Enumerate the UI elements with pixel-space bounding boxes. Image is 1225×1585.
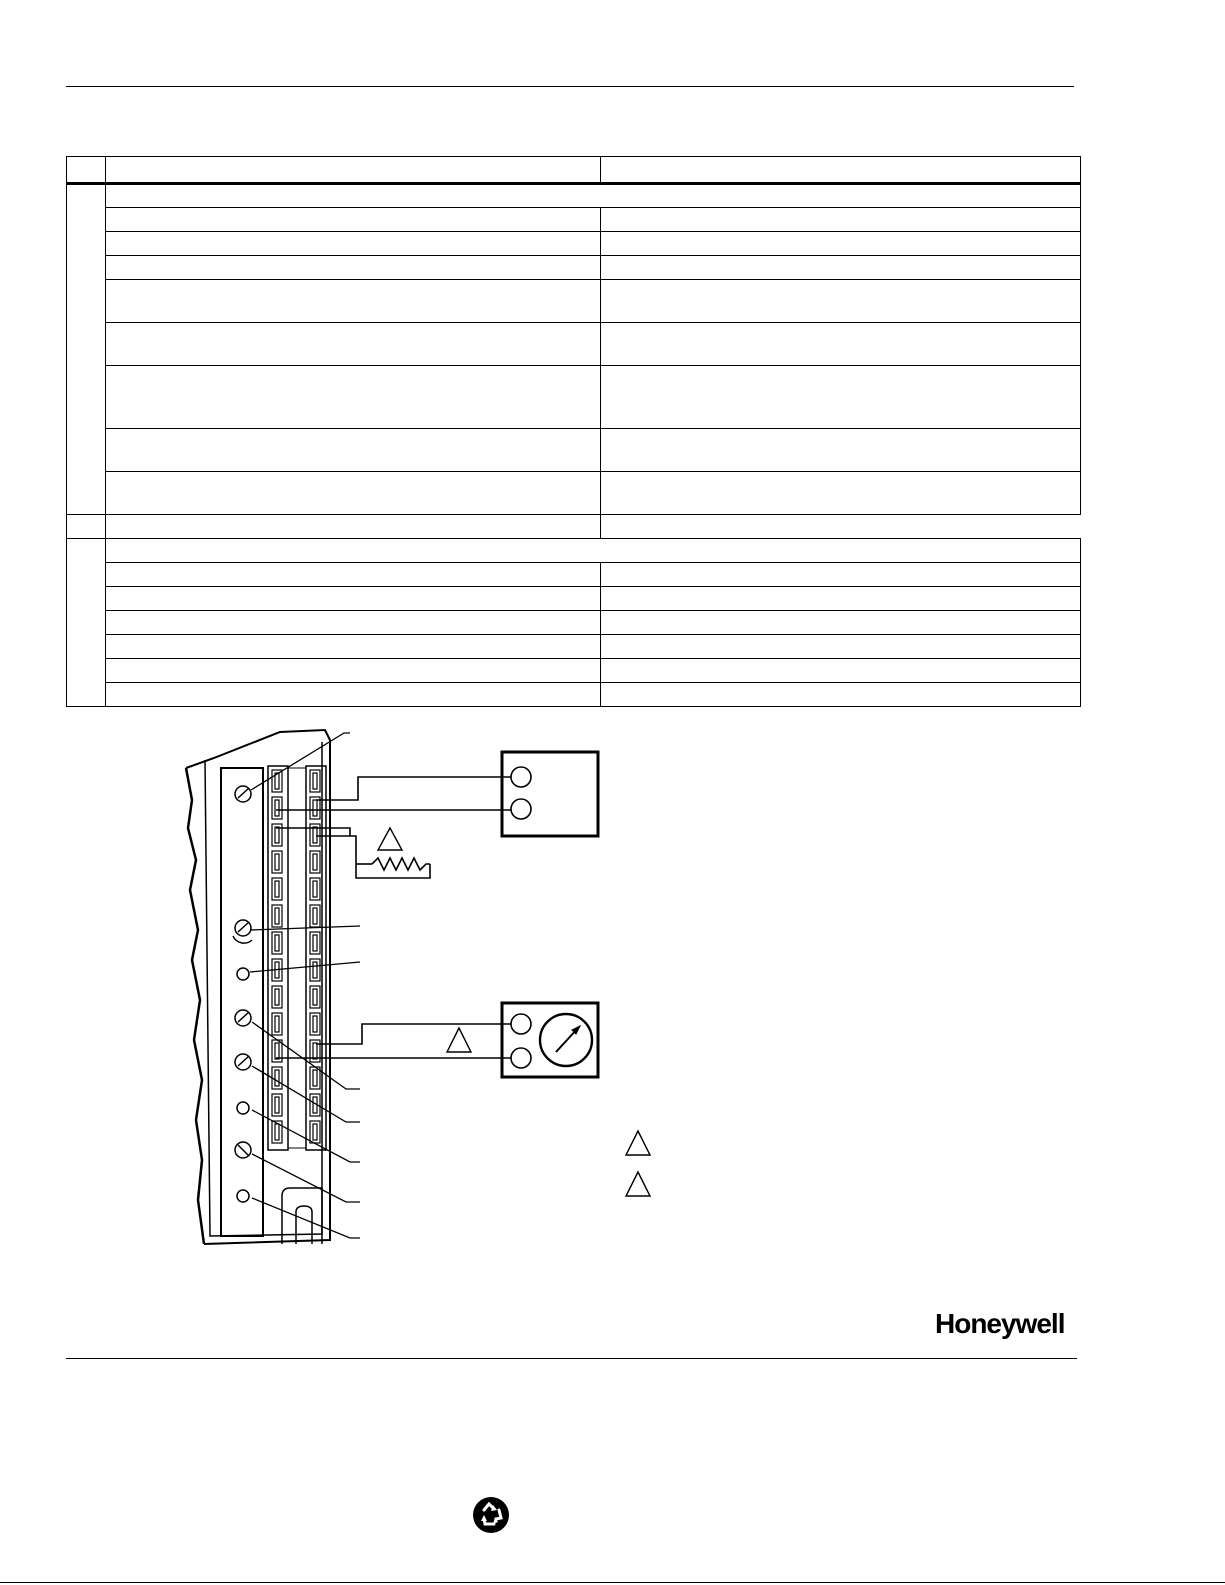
terminal-slot-inner [313,827,317,843]
terminal-circle [511,1048,531,1068]
terminal-slot-inner [275,800,279,816]
external-device-box-2 [502,1003,598,1077]
leader-line [250,962,360,972]
leader-line [252,1198,360,1238]
terminal-slot-inner [275,1070,279,1086]
terminal-slot-inner [313,935,317,951]
terminal-slot-inner [275,827,279,843]
terminal-slot-inner [275,989,279,1005]
terminal-slot-inner [275,854,279,870]
terminal-slot-inner [275,908,279,924]
terminal-slot-inner [275,1124,279,1140]
svg-text:Honeywell: Honeywell [935,1308,1065,1339]
indicator-led-1 [237,968,249,980]
terminal-slot-inner [313,908,317,924]
terminal-circle [511,767,531,787]
terminal-slot-inner [313,1016,317,1032]
honeywell-logo [935,1307,1075,1341]
legend-triangle-1-icon [626,1131,650,1155]
terminal-slot-inner [275,935,279,951]
terminal-slot-inner [313,1124,317,1140]
terminal-slot-inner [275,1043,279,1059]
legend-triangle-2-icon [626,1172,650,1196]
terminal-circle [511,1014,531,1034]
terminal-circle [511,799,531,819]
recycle-icon [472,1496,510,1534]
indicator-led-3 [237,1190,249,1202]
resistor-symbol [372,858,430,870]
terminal-slot-inner [313,881,317,897]
external-device-box-1 [502,752,598,836]
terminal-slot-inner [313,962,317,978]
terminal-slot-inner [313,800,317,816]
terminal-slot-inner [313,1043,317,1059]
warning-triangle-icon [447,1028,471,1052]
indicator-led-2 [237,1102,249,1114]
terminal-slot-inner [275,1097,279,1113]
leader-line [252,1154,360,1202]
terminal-slot-inner [313,1070,317,1086]
leader-line [251,733,350,790]
bottom-rule [66,1358,1077,1359]
footer-rule [0,1582,1225,1583]
terminal-slot-inner [313,989,317,1005]
terminal-slot-inner [313,854,317,870]
leader-line [250,926,360,930]
terminal-slot-inner [275,1016,279,1032]
warning-triangle-icon [378,828,402,850]
terminal-slot-inner [313,773,317,789]
terminal-slot-inner [275,881,279,897]
